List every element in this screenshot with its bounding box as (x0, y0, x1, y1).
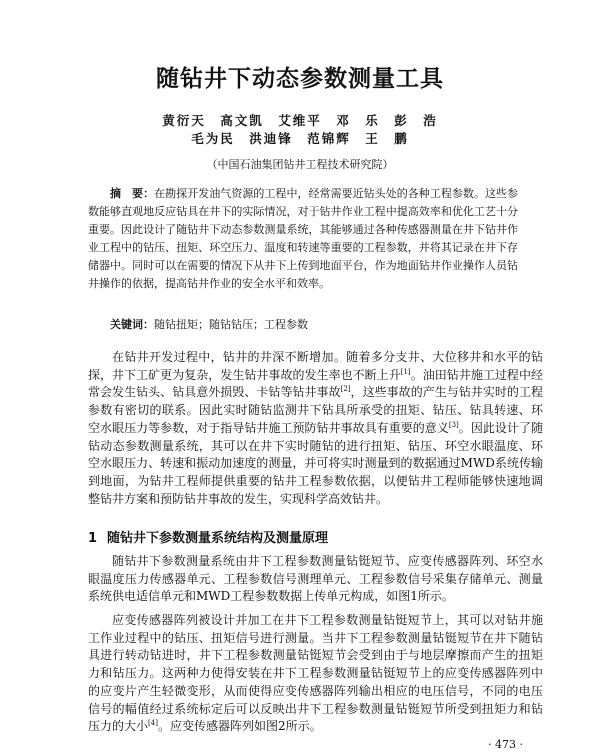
keywords-label: 关键词： (110, 318, 154, 331)
intro-text-2: 。油田钻井施工过程中经常会发生钻头、钻具意外损毁、卡钻等钻井事故 (88, 367, 543, 400)
citation-1: [1] (400, 367, 411, 376)
author-list-line-2: 毛为民 洪迪锋 范锦辉 王 鹏 (191, 131, 409, 146)
abstract (88, 185, 518, 293)
section-title: 随钻井下参数测量系统结构及测量原理 (107, 531, 329, 546)
citation-4: [4] (148, 719, 158, 728)
section-number: 1 (88, 531, 98, 546)
keywords-text: 随钻扭矩；随钻钻压；工程参数 (154, 318, 308, 331)
citation-2: [2] (340, 385, 351, 394)
section-paragraph-1: 随钻井下参数测量系统由井下工程参数测量钻铤短节、应变传感器阵列、环空水眼温度压力传感器单元、工程参数信号测理单元、工程参数信号采集存储单元、测量系统供电适信单元和MWD工程参数数据上传单元构成，如图1所示。 (88, 554, 543, 604)
keywords (110, 316, 530, 332)
section-paragraph-2 (88, 612, 543, 736)
section-heading (88, 527, 328, 546)
intro-text-1: 在钻井开发过程中，钻井的井深不断增加。随着多分支井、大位移井和水平的钻探，井下工矿更为复杂，发生钻井事故的发生率也不断上升 (88, 350, 543, 382)
abstract-text: 在勘探开发油气资源的工程中，经常需要近钻头处的各种工程参数。这些参数能够直观地反应钻具在井下的实际情况，对于钻井作业工程中提高效率和优化工艺十分重要。因此设计了随钻井下动态参数测量系统，其能够通过各种传感器测量在井下钻井作业工程中的钻压、扭矩、环空压力、温度和转速等重要的工程参数，并将其记录在井下存储器中。同时可以在需要的情况下从井下上传到地面平台，作为地面钻井作业操作人员钻井操作的依据，提高钻井作业的安全水平和效率。 (88, 187, 519, 290)
section-text-2: 。应变传感器阵列如图2所示。 (157, 719, 322, 734)
abstract-label: 摘 要： (110, 187, 155, 200)
page-number: · 473 · (488, 738, 523, 751)
intro-text-3: ，这些事故的产生与钻井实时的工程参数有密切的联系。因此实时随钻监测井下钻具所承受的扭矩、钻压、钻具转速、环空水眼压力等参数，对于指导钻井施工预防钻井事故具有重要的意义 (88, 385, 543, 435)
paper-title: 随钻井下动态参数测量工具 (156, 66, 444, 92)
author-list-line-1: 黄衍天 高文凯 艾维平 邓 乐 彭 浩 (162, 113, 438, 128)
intro-paragraph (88, 349, 543, 508)
intro-text-4: 。因此设计了随钻动态参数测量系统，其可以在井下实时随钻的进行扭矩、钻压、环空水眼温度、环空水眼压力、转速和振动加速度的测量，并可将实时测量到的数据通过MWD系统传输到地面，为钻井工程师提供重要的钻井工程参数依据，以便钻井工程师能够快速地调整钻井方案和预防钻井事故的发生，实现科学高效钻井。 (88, 420, 543, 506)
citation-3: [3] (448, 420, 459, 429)
affiliation: （中国石油集团钻井工程技术研究院） (206, 158, 394, 171)
section-text-1: 应变传感器阵列被设计并加工在井下工程参数测量钻铤短节上，其可以对钻井施工作业过程中的钻压、扭矩信号进行测量。当井下工程参数测量钻铤短节在井下随钻具进行转动钻进时，井下工程参数测量钻铤短节会受到由于与地层摩擦而产生的扭矩力和钻压力。这两种力使得安装在井下工程参数测量钻铤短节上的应变传感器阵列中的应变片产生轻微变形，从而使得应变传感器阵列输出相应的电压信号，不同的电压信号的幅值经过系统标定后可以反映出井下工程参数测量钻铤短节所受到扭矩力和钻压力的大小 (88, 613, 543, 734)
